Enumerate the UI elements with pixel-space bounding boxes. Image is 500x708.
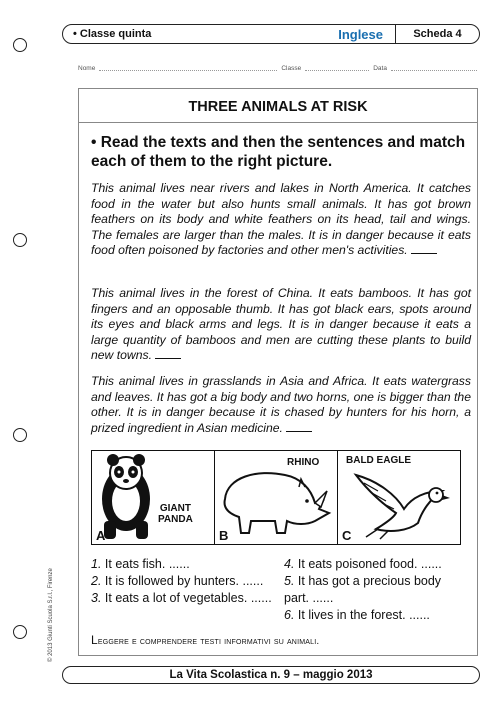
learning-objective: Leggere e comprendere testi informativi su animali.: [91, 633, 320, 647]
answer-blank-3[interactable]: [286, 423, 312, 432]
text-eagle: [91, 181, 471, 259]
worksheet-header: [62, 24, 480, 44]
binder-hole-4: [13, 625, 27, 639]
name-field[interactable]: [99, 65, 277, 71]
student-info-bar: [78, 65, 478, 72]
sentence-1: 1. It eats fish. ......: [91, 557, 190, 571]
magazine-footer: La Vita Scolastica n. 9 – maggio 2013: [62, 666, 480, 684]
sentence-4: 4. It eats poisoned food. ......: [284, 557, 442, 571]
binder-hole-3: [13, 428, 27, 442]
date-label: Data: [373, 65, 387, 72]
instruction-text: • Read the texts and then the sentences and match each of them to the right picture.: [91, 134, 466, 170]
panda-label: GIANT PANDA: [158, 503, 193, 525]
picture-panda[interactable]: [92, 451, 215, 544]
answer-blank-1[interactable]: [411, 245, 437, 254]
picture-letter-b: B: [219, 528, 229, 543]
sentence-3: 3. It eats a lot of vegetables. ......: [91, 591, 272, 605]
picture-strip: [91, 450, 461, 545]
exercise-frame: [78, 88, 478, 656]
text-panda: [91, 286, 471, 364]
text-rhino: [91, 374, 471, 436]
panda-icon: [92, 451, 214, 543]
page-title: THREE ANIMALS AT RISK: [188, 99, 368, 115]
sentence-5: 5. It has got a precious body part. ......: [284, 574, 442, 605]
sentence-2: 2. It is followed by hunters. ......: [91, 574, 264, 588]
date-field[interactable]: [391, 65, 477, 71]
class-level: • Classe quinta: [73, 28, 152, 40]
text-eagle-content: This animal lives near rivers and lakes in North America. It catches food in the water but also hunts small animals. It has got brown feathers on its body and white feathers on its head, tail and wings. The females are larger than the males. It is in danger because it eats food often poisoned by factories and other men's activities.: [91, 181, 471, 258]
binder-hole-1: [13, 38, 27, 52]
class-field[interactable]: [305, 65, 369, 71]
class-label: Classe: [281, 65, 302, 72]
picture-rhino[interactable]: [215, 451, 338, 544]
eagle-label: BALD EAGLE: [346, 455, 411, 466]
subject-label: Inglese: [338, 26, 383, 42]
binder-hole-2: [13, 233, 27, 247]
sentence-6: 6. It lives in the forest. ......: [284, 608, 430, 622]
picture-eagle[interactable]: [338, 451, 460, 544]
title-divider: [79, 122, 477, 123]
picture-letter-c: C: [342, 528, 352, 543]
picture-letter-a: A: [96, 528, 106, 543]
text-panda-content: This animal lives in the forest of China. It eats bamboos. It has got fingers and an opposable thumb. It has got black ears, spots around its eyes and black arms and legs. It is in danger because it eats a large quantity of bamboos and men are cutting these plants to build new towns.: [91, 286, 471, 363]
card-number: Scheda 4: [395, 25, 479, 43]
answer-blank-2[interactable]: [155, 350, 181, 359]
copyright-note: © 2013 Giunti Scuola S.r.l., Firenze: [48, 568, 54, 662]
rhino-label: RHINO: [287, 457, 320, 468]
text-rhino-content: This animal lives in grasslands in Asia and Africa. It eats watergrass and leaves. It has got a big body and two horns, one is bigger than the other. It is in danger because it is chased by hunters for his horn, a prized ingredient in Asian medicine.: [91, 374, 471, 435]
name-label: Nome: [78, 65, 96, 72]
